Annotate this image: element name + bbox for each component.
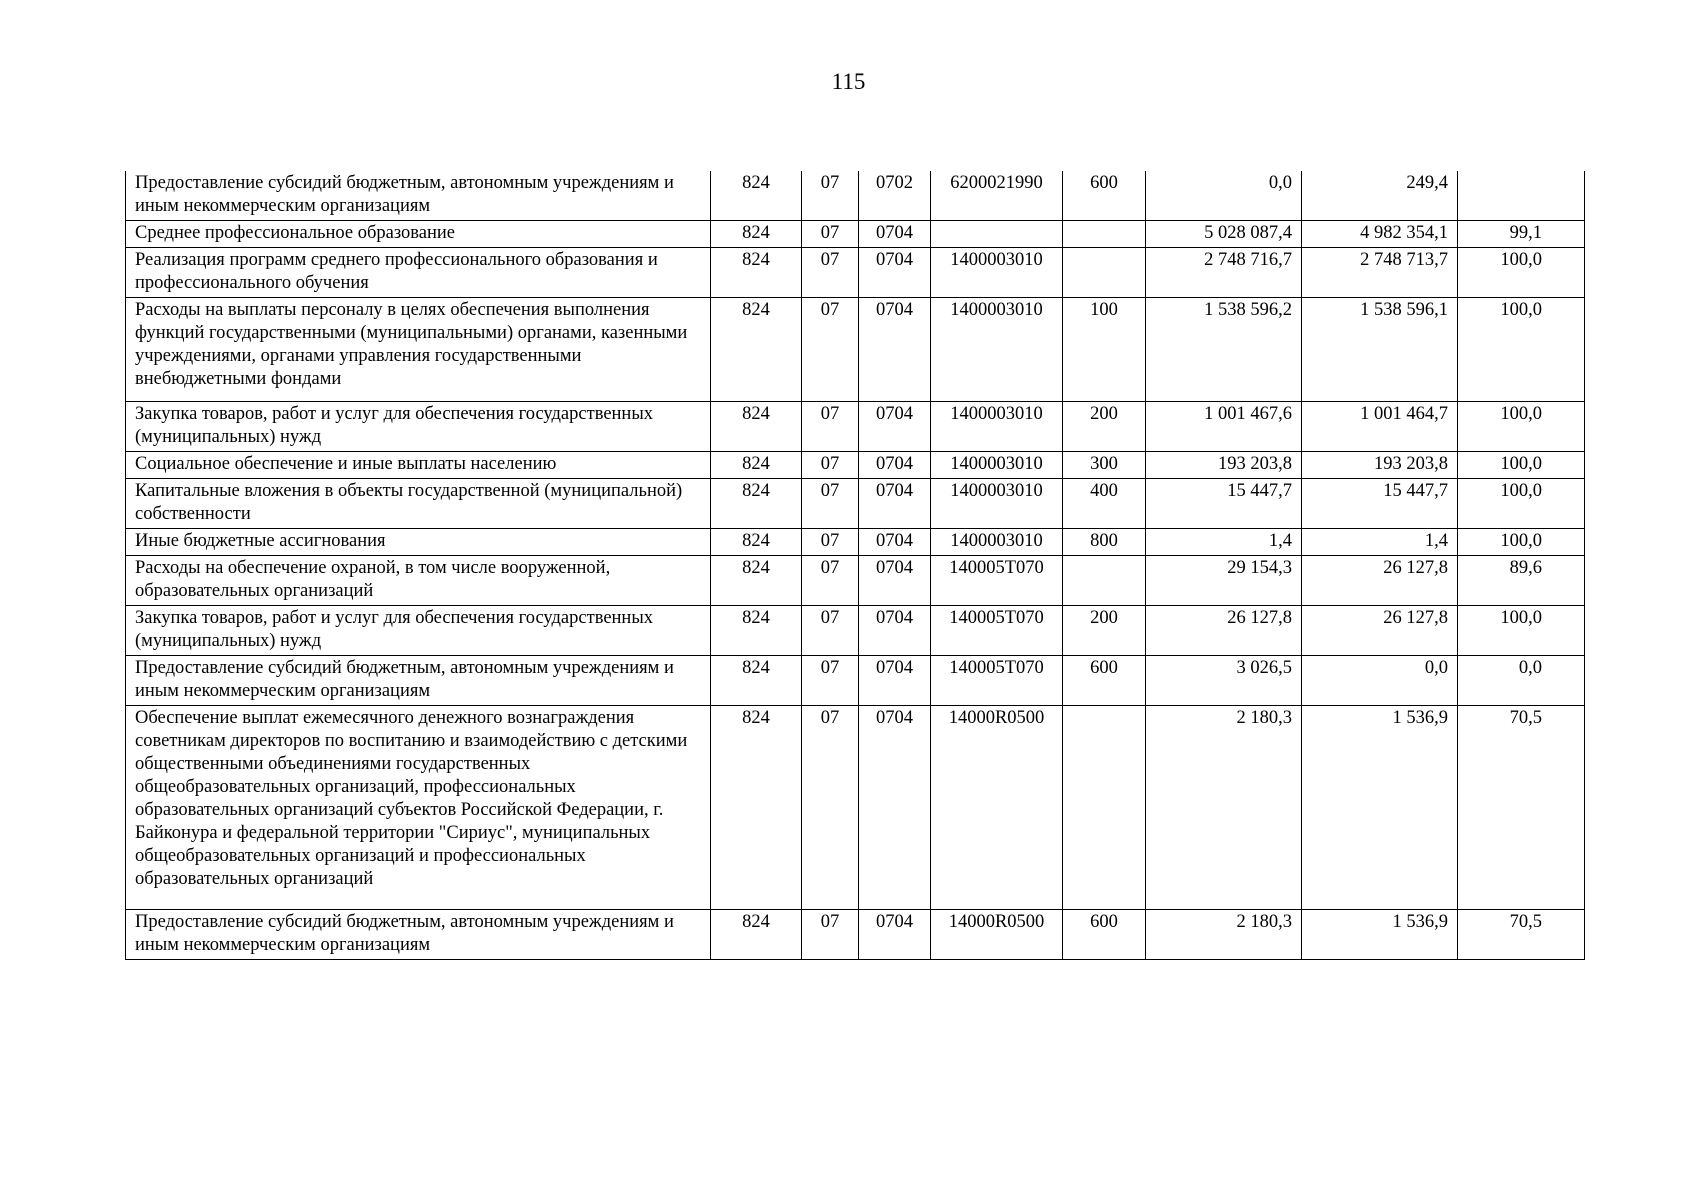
cell-subsection-code: 0704 [859, 556, 931, 606]
table-row [126, 171, 1585, 221]
cell-subsection-code: 0704 [859, 529, 931, 556]
cell-executed-amount: 1,4 [1302, 529, 1458, 556]
table-row [126, 452, 1585, 479]
table-row [126, 529, 1585, 556]
cell-target-code: 140005T070 [931, 556, 1063, 606]
cell-ministry-code: 824 [711, 529, 802, 556]
cell-name: Предоставление субсидий бюджетным, автономным учреждениям и иным некоммерческим организациям [126, 171, 711, 221]
cell-ministry-code: 824 [711, 910, 802, 960]
table-row [126, 656, 1585, 706]
cell-section-code: 07 [802, 248, 859, 298]
cell-name: Социальное обеспечение и иные выплаты населению [126, 452, 711, 479]
cell-plan-amount: 2 748 716,7 [1146, 248, 1302, 298]
cell-ministry-code: 824 [711, 479, 802, 529]
cell-plan-amount: 5 028 087,4 [1146, 221, 1302, 248]
cell-section-code: 07 [802, 529, 859, 556]
cell-plan-amount: 15 447,7 [1146, 479, 1302, 529]
cell-name: Закупка товаров, работ и услуг для обеспечения государственных (муниципальных) нужд [126, 606, 711, 656]
table-row [126, 706, 1585, 910]
cell-percent: 100,0 [1458, 248, 1585, 298]
cell-percent: 100,0 [1458, 298, 1585, 402]
cell-executed-amount: 15 447,7 [1302, 479, 1458, 529]
cell-expense-type: 600 [1063, 910, 1146, 960]
cell-ministry-code: 824 [711, 402, 802, 452]
cell-plan-amount: 29 154,3 [1146, 556, 1302, 606]
cell-executed-amount: 1 536,9 [1302, 910, 1458, 960]
cell-executed-amount: 249,4 [1302, 171, 1458, 221]
cell-executed-amount: 26 127,8 [1302, 606, 1458, 656]
cell-subsection-code: 0704 [859, 910, 931, 960]
cell-name: Среднее профессиональное образование [126, 221, 711, 248]
cell-percent: 100,0 [1458, 529, 1585, 556]
cell-name: Предоставление субсидий бюджетным, автономным учреждениям и иным некоммерческим организациям [126, 656, 711, 706]
cell-expense-type: 100 [1063, 298, 1146, 402]
cell-percent [1458, 171, 1585, 221]
cell-expense-type: 200 [1063, 402, 1146, 452]
cell-expense-type [1063, 248, 1146, 298]
cell-target-code: 1400003010 [931, 298, 1063, 402]
cell-section-code: 07 [802, 556, 859, 606]
cell-expense-type: 200 [1063, 606, 1146, 656]
cell-executed-amount: 1 538 596,1 [1302, 298, 1458, 402]
cell-expense-type [1063, 706, 1146, 910]
cell-target-code: 6200021990 [931, 171, 1063, 221]
cell-target-code: 1400003010 [931, 479, 1063, 529]
table-row [126, 910, 1585, 960]
cell-section-code: 07 [802, 221, 859, 248]
cell-plan-amount: 193 203,8 [1146, 452, 1302, 479]
cell-ministry-code: 824 [711, 656, 802, 706]
cell-executed-amount: 4 982 354,1 [1302, 221, 1458, 248]
cell-section-code: 07 [802, 171, 859, 221]
page-number: 115 [831, 69, 866, 94]
cell-plan-amount: 2 180,3 [1146, 706, 1302, 910]
cell-subsection-code: 0704 [859, 298, 931, 402]
cell-target-code: 1400003010 [931, 248, 1063, 298]
cell-percent: 0,0 [1458, 656, 1585, 706]
cell-plan-amount: 1 001 467,6 [1146, 402, 1302, 452]
cell-executed-amount: 1 536,9 [1302, 706, 1458, 910]
cell-percent: 70,5 [1458, 910, 1585, 960]
cell-target-code: 1400003010 [931, 529, 1063, 556]
cell-ministry-code: 824 [711, 221, 802, 248]
budget-table [125, 171, 1585, 960]
cell-executed-amount: 193 203,8 [1302, 452, 1458, 479]
cell-section-code: 07 [802, 479, 859, 529]
cell-ministry-code: 824 [711, 706, 802, 910]
cell-name: Капитальные вложения в объекты государственной (муниципальной) собственности [126, 479, 711, 529]
cell-executed-amount: 26 127,8 [1302, 556, 1458, 606]
cell-subsection-code: 0704 [859, 656, 931, 706]
table-row [126, 298, 1585, 402]
cell-expense-type: 600 [1063, 171, 1146, 221]
cell-percent: 89,6 [1458, 556, 1585, 606]
table-row [126, 221, 1585, 248]
cell-section-code: 07 [802, 910, 859, 960]
cell-plan-amount: 3 026,5 [1146, 656, 1302, 706]
cell-name: Обеспечение выплат ежемесячного денежного вознаграждения советникам директоров по воспитанию и взаимодействию с детскими общественными объединениями государственных общеобразовательных организаций, профессиональных образовательных организаций субъектов Российской Федерации, г. Байконура и федеральной территории "Сириус", муниципальных общеобразовательных организаций и профессиональных образовательных организаций [126, 706, 711, 910]
cell-percent: 100,0 [1458, 606, 1585, 656]
cell-target-code: 1400003010 [931, 452, 1063, 479]
cell-expense-type [1063, 221, 1146, 248]
cell-plan-amount: 26 127,8 [1146, 606, 1302, 656]
cell-ministry-code: 824 [711, 556, 802, 606]
cell-percent: 100,0 [1458, 402, 1585, 452]
cell-section-code: 07 [802, 402, 859, 452]
cell-plan-amount: 2 180,3 [1146, 910, 1302, 960]
cell-plan-amount: 0,0 [1146, 171, 1302, 221]
budget-table-body [126, 171, 1585, 960]
cell-subsection-code: 0704 [859, 402, 931, 452]
cell-subsection-code: 0704 [859, 706, 931, 910]
cell-subsection-code: 0704 [859, 606, 931, 656]
cell-section-code: 07 [802, 298, 859, 402]
table-row [126, 479, 1585, 529]
table-row [126, 606, 1585, 656]
cell-section-code: 07 [802, 606, 859, 656]
cell-section-code: 07 [802, 452, 859, 479]
cell-executed-amount: 2 748 713,7 [1302, 248, 1458, 298]
table-row [126, 402, 1585, 452]
cell-expense-type [1063, 556, 1146, 606]
cell-target-code: 140005T070 [931, 606, 1063, 656]
cell-section-code: 07 [802, 706, 859, 910]
cell-name: Расходы на обеспечение охраной, в том числе вооруженной, образовательных организаций [126, 556, 711, 606]
cell-subsection-code: 0704 [859, 248, 931, 298]
cell-name: Иные бюджетные ассигнования [126, 529, 711, 556]
cell-percent: 99,1 [1458, 221, 1585, 248]
cell-executed-amount: 1 001 464,7 [1302, 402, 1458, 452]
cell-expense-type: 800 [1063, 529, 1146, 556]
cell-target-code: 14000R0500 [931, 910, 1063, 960]
table-row [126, 556, 1585, 606]
cell-ministry-code: 824 [711, 171, 802, 221]
cell-percent: 70,5 [1458, 706, 1585, 910]
cell-expense-type: 600 [1063, 656, 1146, 706]
cell-name: Предоставление субсидий бюджетным, автономным учреждениям и иным некоммерческим организациям [126, 910, 711, 960]
cell-name: Реализация программ среднего профессионального образования и профессионального обучения [126, 248, 711, 298]
cell-name: Расходы на выплаты персоналу в целях обеспечения выполнения функций государственными (муниципальными) органами, казенными учреждениями, органами управления государственными внебюджетными фондами [126, 298, 711, 402]
cell-target-code [931, 221, 1063, 248]
cell-subsection-code: 0704 [859, 452, 931, 479]
cell-expense-type: 300 [1063, 452, 1146, 479]
cell-target-code: 140005T070 [931, 656, 1063, 706]
cell-section-code: 07 [802, 656, 859, 706]
cell-percent: 100,0 [1458, 452, 1585, 479]
cell-expense-type: 400 [1063, 479, 1146, 529]
cell-subsection-code: 0702 [859, 171, 931, 221]
cell-ministry-code: 824 [711, 452, 802, 479]
cell-percent: 100,0 [1458, 479, 1585, 529]
cell-ministry-code: 824 [711, 298, 802, 402]
cell-subsection-code: 0704 [859, 479, 931, 529]
cell-subsection-code: 0704 [859, 221, 931, 248]
table-row [126, 248, 1585, 298]
cell-target-code: 14000R0500 [931, 706, 1063, 910]
cell-plan-amount: 1 538 596,2 [1146, 298, 1302, 402]
cell-ministry-code: 824 [711, 248, 802, 298]
cell-name: Закупка товаров, работ и услуг для обеспечения государственных (муниципальных) нужд [126, 402, 711, 452]
cell-target-code: 1400003010 [931, 402, 1063, 452]
cell-ministry-code: 824 [711, 606, 802, 656]
cell-plan-amount: 1,4 [1146, 529, 1302, 556]
cell-executed-amount: 0,0 [1302, 656, 1458, 706]
